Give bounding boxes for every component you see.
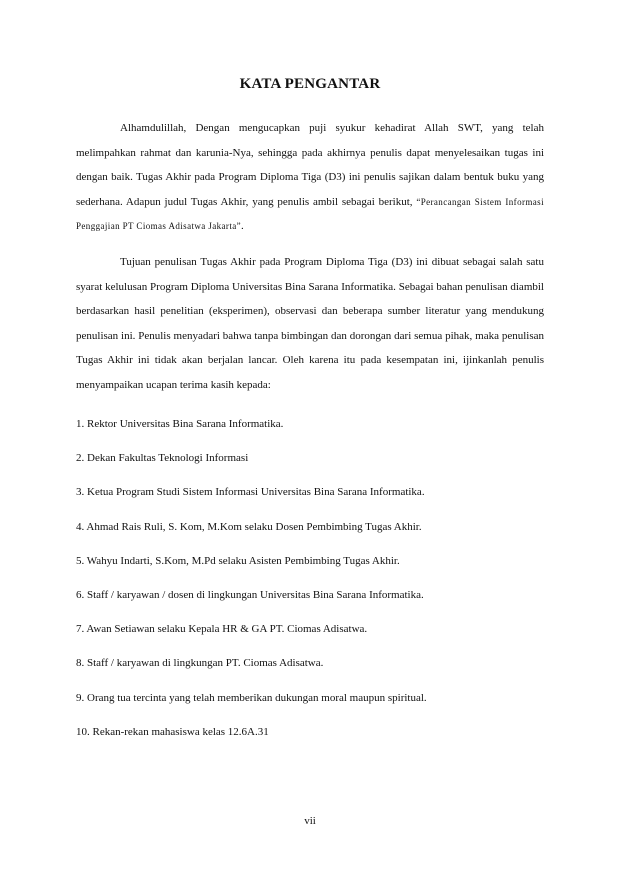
list-item: 5. Wahyu Indarti, S.Kom, M.Pd selaku Asisten Pembimbing Tugas Akhir. <box>76 554 400 567</box>
list-item: 8. Staff / karyawan di lingkungan PT. Ciomas Adisatwa. <box>76 657 324 670</box>
paragraph-intro-end: . <box>241 220 244 232</box>
page-number: vii <box>304 815 316 827</box>
list-item: 1. Rektor Universitas Bina Sarana Informatika. <box>76 418 284 430</box>
paragraph-intro-text: Alhamdulillah, Dengan mengucapkan puji syukur kehadirat Allah SWT, yang telah melimpahkan rahmat dan karunia-Nya, sehingga pada akhirnya penulis dapat menyelesaikan tugas ini dengan baik. Tugas Akhir pada Program Diploma Tiga (D3) ini penulis sajikan dalam bentuk buku yang sederhana. Adapun judul Tugas Akhir, yang penulis ambil sebagai berikut, <box>76 122 544 208</box>
list-item: 7. Awan Setiawan selaku Kepala HR & GA PT. Ciomas Adisatwa. <box>76 623 368 636</box>
list-item: 3. Ketua Program Studi Sistem Informasi Universitas Bina Sarana Informatika. <box>76 486 425 499</box>
list-item: 2. Dekan Fakultas Teknologi Informasi <box>76 452 249 465</box>
paragraph-purpose: Tujuan penulisan Tugas Akhir pada Program Diploma Tiga (D3) ini dibuat sebagai salah satu syarat kelulusan Program Diploma Universitas Bina Sarana Informatika. Sebagai bahan penulisan diambil berdasarkan hasil penelitian (eksperimen), observasi dan beberapa sumber literatur yang mendukung penulisan ini. Penulis menyadari bahwa tanpa bimbingan dan dorongan dari semua pihak, maka penulisan Tugas Akhir ini tidak akan berjalan lancar. Oleh karena itu pada kesempatan ini, ijinkanlah penulis menyampaikan ucapan terima kasih kepada: <box>76 256 544 391</box>
paragraph-intro <box>76 116 544 239</box>
acknowledgement-list <box>76 415 544 757</box>
page-title: KATA PENGANTAR <box>239 76 381 92</box>
list-item: 4. Ahmad Rais Ruli, S. Kom, M.Kom selaku Dosen Pembimbing Tugas Akhir. <box>76 520 422 533</box>
list-item: 6. Staff / karyawan / dosen di lingkungan Universitas Bina Sarana Informatika. <box>76 588 424 601</box>
list-item: 9. Orang tua tercinta yang telah memberikan dukungan moral maupun spiritual. <box>76 691 427 704</box>
list-item: 10. Rekan-rekan mahasiswa kelas 12.6A.31 <box>76 725 269 738</box>
thesis-title: “Perancangan Sistem Informasi Penggajian PT Ciomas Adisatwa Jakarta” <box>76 196 544 231</box>
